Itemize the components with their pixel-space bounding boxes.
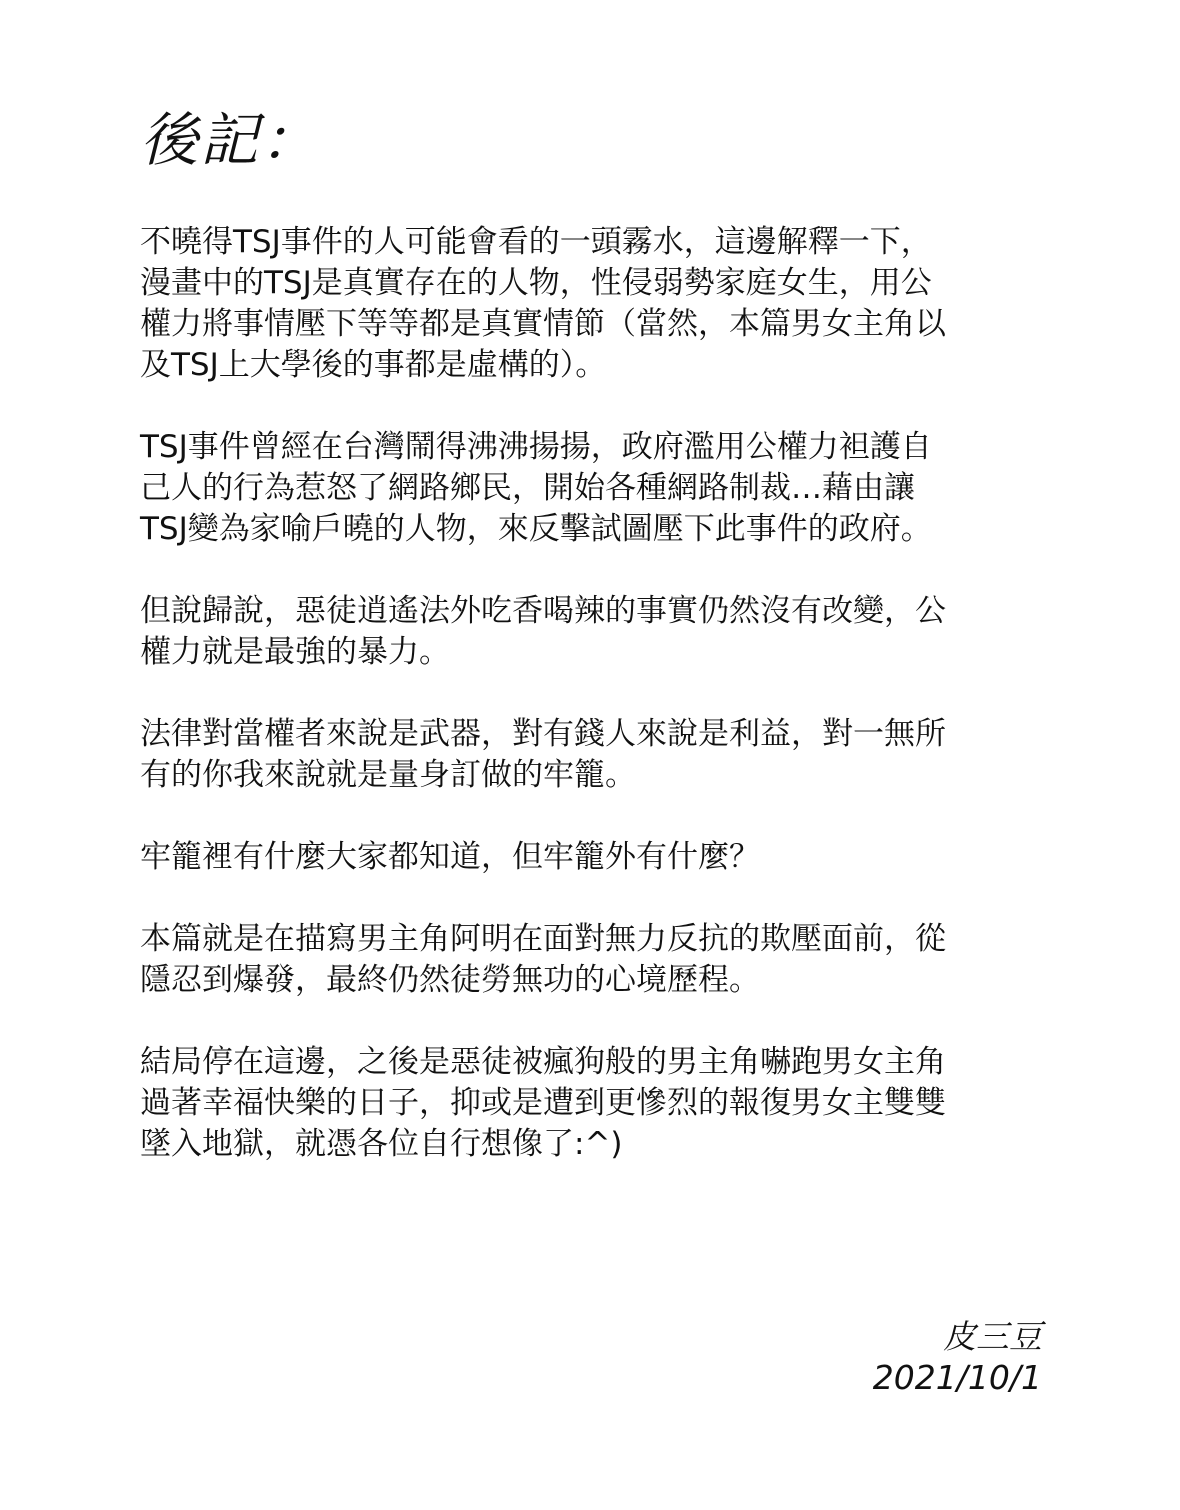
paragraph-line: 權力就是最強的暴力。 <box>140 634 450 670</box>
signature-date: 2021/10/1 <box>872 1358 1042 1397</box>
paragraph-line: 牢籠裡有什麼大家都知道，但牢籠外有什麼？ <box>140 839 760 875</box>
paragraph-line: TSJ事件曾經在台灣鬧得沸沸揚揚，政府濫用公權力袒護自 <box>140 429 932 465</box>
author-name: 皮三豆 <box>943 1317 1042 1356</box>
paragraph-tsj-incident <box>140 427 1040 550</box>
afterword-title: 後記： <box>140 106 321 174</box>
afterword-body <box>140 222 1040 1165</box>
paragraph-cage-question <box>140 837 1040 878</box>
paragraph-protagonist <box>140 919 1040 1001</box>
paragraph-tsj-explanation <box>140 222 1040 386</box>
paragraph-line: 己人的行為惹怒了網路鄉民，開始各種網路制裁…藉由讓 <box>140 470 915 506</box>
paragraph-line: 隱忍到爆發，最終仍然徒勞無功的心境歷程。 <box>140 962 760 998</box>
paragraph-line: 但說歸說，惡徒逍遙法外吃香喝辣的事實仍然沒有改變，公 <box>140 593 946 629</box>
paragraph-line: 權力將事情壓下等等都是真實情節（當然，本篇男女主角以 <box>140 306 946 342</box>
paragraph-law-cage <box>140 714 1040 796</box>
paragraph-power <box>140 591 1040 673</box>
paragraph-line: 結局停在這邊，之後是惡徒被瘋狗般的男主角嚇跑男女主角 <box>140 1044 946 1080</box>
paragraph-line: 過著幸福快樂的日子，抑或是遭到更慘烈的報復男女主雙雙 <box>140 1085 946 1121</box>
paragraph-line: TSJ變為家喻戶曉的人物，來反擊試圖壓下此事件的政府。 <box>140 511 932 547</box>
paragraph-line: 及TSJ上大學後的事都是虛構的）。 <box>140 347 607 383</box>
signature-block <box>873 1316 1042 1398</box>
paragraph-line: 有的你我來說就是量身訂做的牢籠。 <box>140 757 636 793</box>
paragraph-ending <box>140 1042 1040 1165</box>
paragraph-line: 法律對當權者來說是武器，對有錢人來說是利益，對一無所 <box>140 716 946 752</box>
paragraph-line: 本篇就是在描寫男主角阿明在面對無力反抗的欺壓面前，從 <box>140 921 946 957</box>
paragraph-line: 不曉得TSJ事件的人可能會看的一頭霧水，這邊解釋一下， <box>140 224 932 260</box>
paragraph-line: 墜入地獄，就憑各位自行想像了:^) <box>140 1126 623 1162</box>
paragraph-line: 漫畫中的TSJ是真實存在的人物，性侵弱勢家庭女生，用公 <box>140 265 932 301</box>
